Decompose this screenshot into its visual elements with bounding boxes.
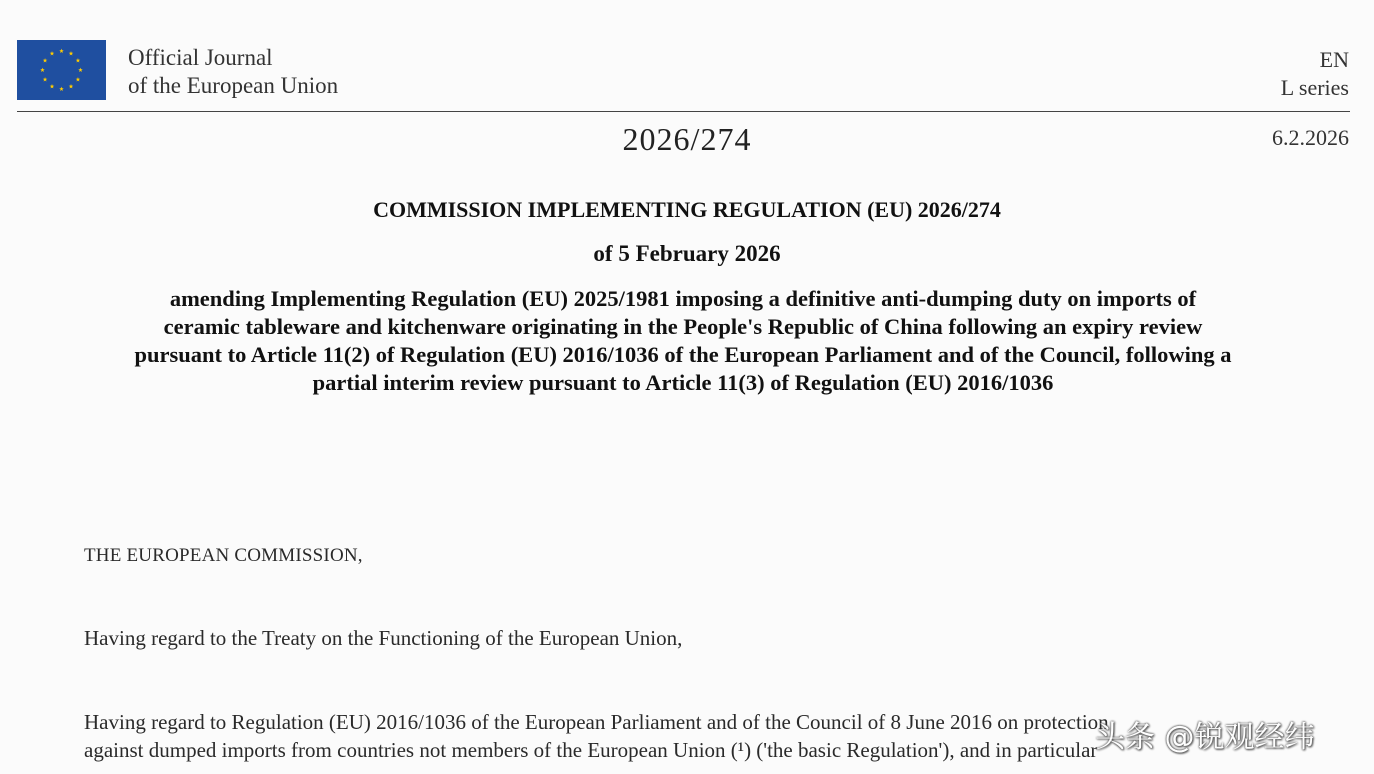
basic-regulation-line2: against dumped imports from countries not members of the European Union (¹) ('the basic Regulation'), and in particular [84,738,1098,762]
flag-star-icon [78,68,83,72]
flag-star-icon [50,51,55,55]
journal-title-line2: of the European Union [128,73,339,98]
basic-regulation-recital [84,708,1109,764]
regulation-subject: amending Implementing Regulation (EU) 2025/1981 imposing a definitive anti-dumping duty on imports of ceramic tableware and kitchenware originating in the People's Republic of China following an expiry review pursuant to Article 11(2) of Regulation (EU) 2016/1036 of the European Parliament and of the Council, following a partial interim review pursuant to Article 11(3) of Regulation (EU) 2016/1036 [134,286,1232,395]
treaty-recital: Having regard to the Treaty on the Functioning of the European Union, [84,626,683,650]
flag-star-icon [50,84,55,88]
regulation-date: of 5 February 2026 [593,241,781,266]
eu-flag-icon [17,40,106,100]
flag-star-icon [43,58,48,62]
commission-heading: THE EUROPEAN COMMISSION, [84,545,363,566]
journal-title [128,44,338,100]
flag-star-icon [69,51,74,55]
flag-star-icon [76,77,81,81]
basic-regulation-line1: Having regard to Regulation (EU) 2016/1036 of the European Parliament and of the Council of 8 June 2016 on protection [84,710,1109,734]
flag-star-icon [59,49,64,53]
regulation-title: COMMISSION IMPLEMENTING REGULATION (EU) 2026/274 [373,197,1001,222]
language-code: EN [1319,47,1349,72]
language-series-block [1281,46,1349,102]
flag-star-icon [69,84,74,88]
flag-star-icon [59,87,64,91]
flag-star-icon [40,68,45,72]
document-number: 2026/274 [622,121,752,157]
flag-star-icon [43,77,48,81]
series-label: L series [1280,75,1349,100]
source-watermark: 头条 @锐观经纬 [1095,720,1315,755]
journal-title-line1: Official Journal [128,45,273,70]
flag-star-icon [76,58,81,62]
header-divider [17,111,1350,112]
publication-date: 6.2.2026 [1272,125,1349,150]
